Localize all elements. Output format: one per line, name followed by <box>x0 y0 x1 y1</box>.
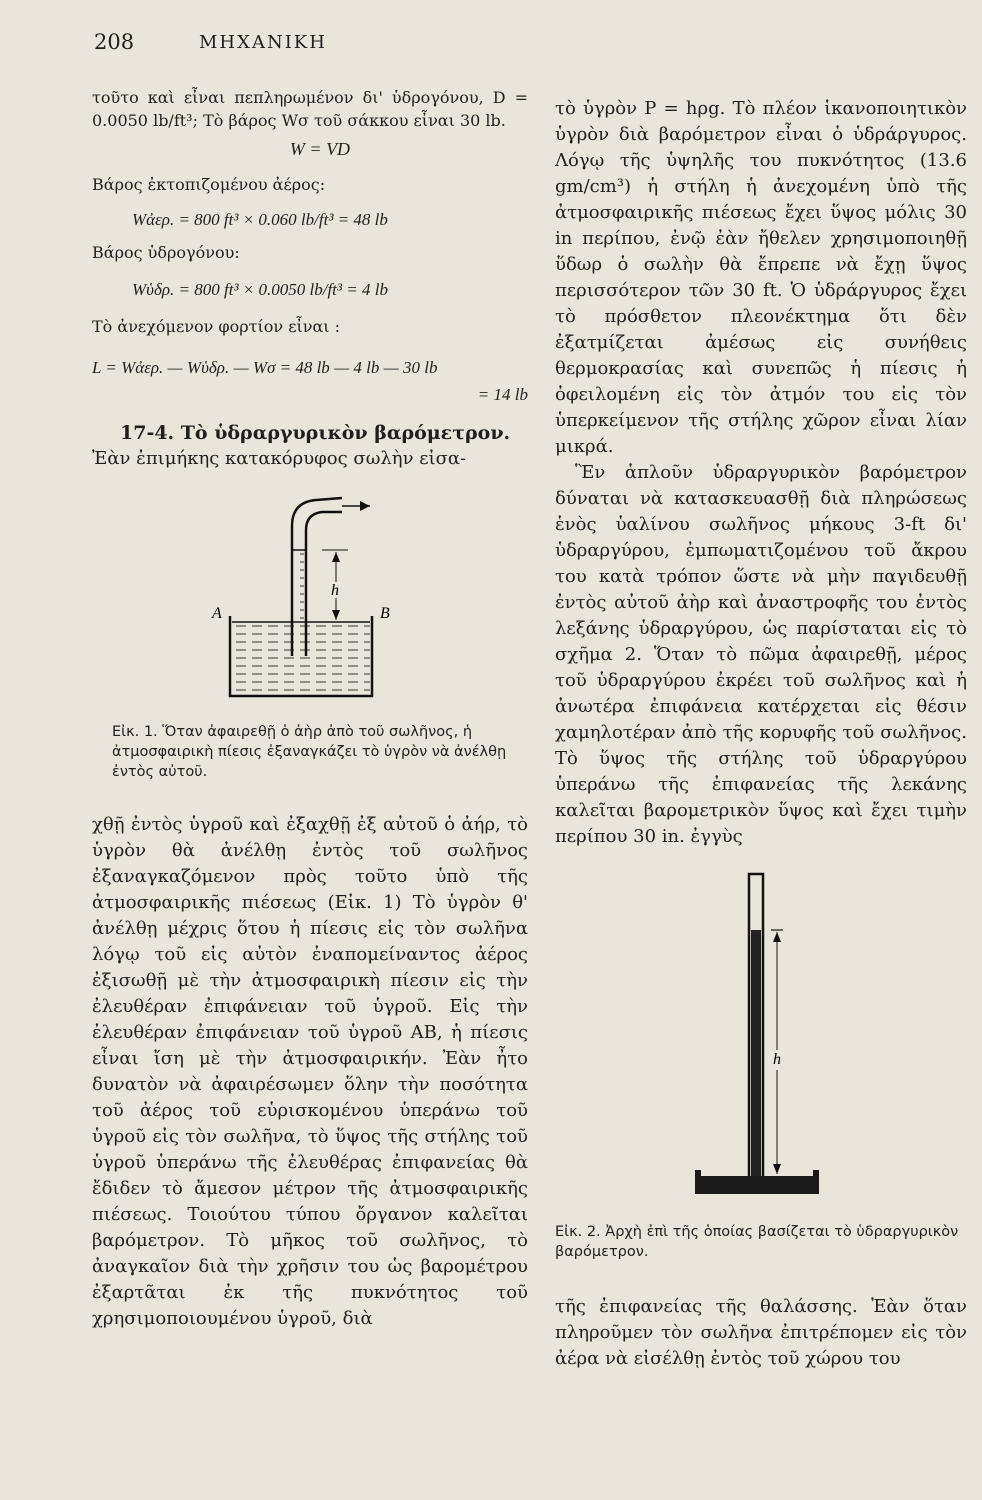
section-heading: 17-4. Τὸ ὑδραργυρικὸν βαρόμετρον. <box>120 422 511 444</box>
left-body-text: χθῇ ἐντὸς ὑγροῦ καὶ ἐξαχθῇ ἐξ αὐτοῦ ὁ ἀήρ, τὸ ὑγρὸν θὰ ἀνέλθῃ ἐντὸς τοῦ σωλῆνος ἐξαναγκαζόμενον πρὸς τοῦτο ὑπὸ τῆς ἀτμοσφαιρικῆς πιέσεως (Εἰκ. 1) Τὸ ὑγρὸν θ' ἀνέλθῃ μέχρις ὅτου ἡ πίεσις εἰς τὸν σωλῆνα λόγῳ τοῦ εἰς αὐτὸν ἐναπομείναντος ἀέρος ἐξισωθῇ μὲ τὴν ἀτμοσφαιρικὴ πίεσιν εἰς τὴν ἐλευθέραν ἐπιφάνειαν τοῦ ὑγροῦ. Εἰς τὴν ἐλευθέραν ἐπιφάνειαν τοῦ ὑγροῦ AB, ἡ πίεσις εἶναι ἴση μὲ τὴν ἀτμοσφαιρικήν. Ἐὰν ἦτο δυνατὸν νὰ ἀφαιρέσωμεν ὅλην τὴν ποσότητα τοῦ ἀέρος τοῦ εὑρισκομένου ὑπεράνω τοῦ ὑγροῦ εἰς τὸν σωλῆνα, τὸ ὕψος τῆς στήλης τοῦ ὑγροῦ ὑπεράνω τῆς ἐλευθέρας ἐπιφανείας θὰ ἔδιδεν τὸ ἄμεσον μέτρον τῆς ἀτμοσφαιρικῆς πιέσεως. Τοιούτου τύπου ὄργανον καλεῖται βαρόμετρον. Τὸ μῆκος τοῦ σωλῆνος, τὸ ἀναγκαῖον διὰ τὴν χρῆσιν του ὡς βαρομέτρου ἐξαρτᾶται ἐκ τῆς πυκνότητος τοῦ χρησιμοποιουμένου ὑγροῦ, διὰ <box>92 814 528 1329</box>
hydrogen-weight-label: Βάρος ὑδρογόνου: <box>92 243 240 262</box>
figure-2-label-h: h <box>773 1051 781 1068</box>
section-intro-line: Ἐὰν ἐπιμήκης κατακόρυφος σωλὴν εἰσα- <box>92 448 467 469</box>
figure-2-diagram <box>685 870 845 1210</box>
equation-load: L = Wἀερ. — Wὑδρ. — Wσ = 48 lb — 4 lb — 30 lb <box>92 358 438 377</box>
running-title: ΜΗΧΑΝΙΚΗ <box>199 32 327 53</box>
figure-1-label-a: A <box>212 605 222 622</box>
intro-text: τοῦτο καὶ εἶναι πεπληρωμένον δι' ὑδρογόνου, D = 0.0050 lb/ft³; Τὸ βάρος Wσ τοῦ σάκκου εἶναι 30 lb. <box>92 88 528 130</box>
figure-2 <box>685 870 845 1210</box>
right-paragraph-2: Ἓν ἁπλοῦν ὑδραργυρικὸν βαρόμετρον δύναται νὰ κατασκευασθῇ διὰ πληρώσεως ἑνὸς ὑαλίνου σωλῆνος μήκους 3-ft δι' ὑδραργύρου, ἐμπωματιζομένου τοῦ ἄκρου του κατὰ τρόπον ὥστε νὰ μὴν παγιδευθῇ ἐντὸς αὐτοῦ ἀὴρ καὶ ἀναστροφῆς του ἐντὸς λεξάνης ὑδραργύρου, ὡς παρίσταται εἰς τὸ σχῆμα 2. Ὅταν τὸ πῶμα ἀφαιρεθῇ, μέρος τοῦ ὑδραργύρου ἐκρέει τοῦ σωλῆνος καὶ ἡ ἀνωτέρα ἐπιφάνεια κατέρχεται εἰς θέσιν χαμηλοτέραν ἀπὸ τῆς κορυφῆς τοῦ σωλῆνος. Τὸ ὕψος τῆς στήλης τοῦ ὑδραργύρου ὑπεράνω τῆς ἐπιφανείας τῆς λεκάνης καλεῖται βαρομετρικὸν ὕψος καὶ ἔχει τιμὴν περίπου 30 in. ἐγγὺς <box>555 462 967 847</box>
figure-1 <box>202 486 502 726</box>
figure-1-diagram <box>202 486 502 726</box>
equation-hydrogen-weight: Wὑδρ. = 800 ft³ × 0.0050 lb/ft³ = 4 lb <box>132 280 388 299</box>
equation-air-weight: Wἀερ. = 800 ft³ × 0.060 lb/ft³ = 48 lb <box>132 210 388 229</box>
page-number: 208 <box>94 30 135 54</box>
figure-1-label-b: B <box>380 605 390 622</box>
left-column <box>92 86 528 1332</box>
equation-w-vd: W = VD <box>289 139 351 159</box>
figure-1-label-h: h <box>331 582 339 599</box>
air-weight-label: Βάρος ἐκτοπιζομένου ἀέρος: <box>92 175 326 194</box>
figure-1-caption: Εἰκ. 1. Ὅταν ἀφαιρεθῇ ὁ ἀὴρ ἀπὸ τοῦ σωλῆνος, ἡ ἀτμοσφαιρικὴ πίεσις ἐξαναγκάζει τὸ ὑγρὸν νὰ ἀνέλθῃ ἐντὸς αὐτοῦ. <box>112 724 507 780</box>
right-paragraph-1: τὸ ὑγρὸν P = hρg. Τὸ πλέον ἱκανοποιητικὸν ὑγρὸν διὰ βαρόμετρον εἶναι ὁ ὑδράργυρος. Λόγῳ τῆς ὑψηλῆς του πυκνότητος (13.6 gm/cm³) ἡ στήλη ἡ ἀνεχομένη ὑπὸ τῆς ἀτμοσφαιρικῆς πιέσεως ἔχει ὕψος μόλις 30 in περίπου, ἐνῷ ἐὰν ἤθελεν χρησιμοποιηθῇ ὕδωρ ὁ σωλὴν θὰ ἔπρεπε νὰ ἔχῃ ὕψος περισσότερον τῶν 30 ft. Ὁ ὑδράργυρος ἔχει τὸ πρόσθετον πλεονέκτημα ὅτι δὲν ἐξατμίζεται ἀμέσως εἰς συνήθεις θερμοκρασίας καὶ συνεπῶς ἡ πίεσις ἡ ὀφειλομένη εἰς τὸν ἀτμόν του εἰς τὸν ὑπερκείμενον τῆς στήλης χῶρον εἶναι λίαν μικρά. <box>555 98 967 457</box>
right-paragraph-3: τῆς ἐπιφανείας τῆς θαλάσσης. Ἐὰν ὅταν πληροῦμεν τὸν σωλῆνα ἐπιτρέπομεν εἰς τὸν ἀέρα νὰ εἰσέλθῃ ἐντὸς τοῦ χώρου του <box>555 1296 967 1369</box>
right-column <box>555 96 967 1372</box>
figure-2-caption: Εἰκ. 2. Ἀρχὴ ἐπὶ τῆς ὁποίας βασίζεται τὸ ὑδραργυρικὸν βαρόμετρον. <box>555 1224 959 1260</box>
equation-load-result: = 14 lb <box>477 385 528 404</box>
load-label: Τὸ ἀνεχόμενον φορτίον εἶναι : <box>92 317 341 336</box>
